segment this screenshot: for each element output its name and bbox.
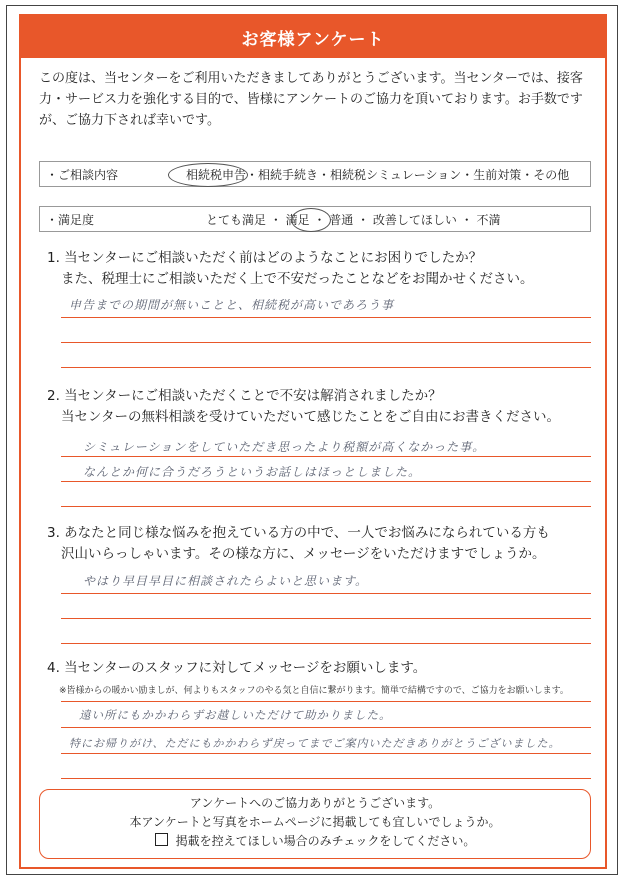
survey-frame: [19, 14, 607, 869]
question-1: [47, 248, 587, 290]
satisfaction-label: ・満足度: [46, 212, 95, 227]
consult-type-options: 相続税申告・相続手続き・相続税シミュレーション・生前対策・その他: [186, 167, 570, 182]
question-3: [47, 523, 587, 565]
answer-line: [61, 727, 591, 728]
answer-line: [61, 778, 591, 779]
answer-line: [61, 456, 591, 457]
question-1-line1: 1. 当センターにご相談いただく前はどのようなことにお困りでしたか？: [47, 250, 483, 266]
question-3-line1: 3. あなたと同じ様な悩みを抱えている方の中で、一人でお悩みになられている方も: [47, 525, 550, 541]
answer-line: [61, 481, 591, 482]
question-4: [47, 658, 587, 679]
consult-selected-circle: [168, 163, 248, 187]
question-3-line2: 沢山いらっしゃいます。その様な方に、メッセージをいただけますでしょうか。: [61, 546, 546, 562]
answer-line: [61, 643, 591, 644]
answer-line: [61, 618, 591, 619]
satisfaction-selected-circle: [291, 208, 331, 232]
question-2: [47, 386, 587, 428]
answer-4-line2: 特にお帰りがけ、ただにもかかわらず戻ってまでご案内いただきありがとうございました。: [69, 737, 561, 750]
answer-line: [61, 342, 591, 343]
intro-text: この度は、当センターをご利用いただきましてありがとうございます。当センターでは、接客力・サービス力を強化する目的で、皆様にアンケートのご協力を頂いております。お手数ですが、ご協力下されば幸いです。: [39, 71, 583, 128]
answer-line: [61, 753, 591, 754]
question-4-line1: 4. 当センターのスタッフに対してメッセージをお願いします。: [47, 660, 427, 676]
checkbox-icon[interactable]: [155, 833, 168, 846]
footer-thanks: アンケートへのご協力ありがとうございます。: [189, 796, 441, 810]
answer-2-line1: シミュレーションをしていただき思ったより税額が高くなかった事。: [83, 440, 486, 454]
footer-consent-question: 本アンケートと写真をホームページに掲載しても宜しいでしょうか。: [129, 815, 501, 829]
question-2-line1: 2. 当センターにご相談いただくことで不安は解消されましたか？: [47, 388, 442, 404]
answer-2-line2: なんとか何に合うだろうというお話しはほっとしました。: [83, 465, 422, 479]
answer-1-line1: 申告までの期間が無いことと、相続税が高いであろう事: [69, 298, 395, 312]
footer-checkbox-row[interactable]: [40, 832, 590, 851]
consult-type-field: [39, 161, 591, 187]
answer-line: [61, 367, 591, 368]
answer-3-line1: やはり早目早目に相談されたらよいと思います。: [83, 574, 369, 588]
question-4-note: ※皆様からの暖かい励ましが、何よりもスタッフのやる気と自信に繋がります。簡単で結構ですので、ご協力をお願いします。: [59, 686, 569, 696]
footer-check-instruction: 掲載を控えてほしい場合のみチェックをしてください。: [175, 834, 476, 848]
survey-title: お客様アンケート: [21, 16, 605, 58]
question-1-line2: また、税理士にご相談いただく上で不安だったことなどをお聞かせください。: [61, 271, 534, 287]
consult-type-label: ・ご相談内容: [46, 167, 119, 182]
answer-line: [61, 701, 591, 702]
satisfaction-options: とても満足 ・ 満足 ・ 普通 ・ 改善してほしい ・ 不満: [206, 212, 501, 227]
answer-4-line1: 遠い所にもかかわらずお越しいただけて助かりました。: [79, 708, 392, 722]
question-2-line2: 当センターの無料相談を受けていただいて感じたことをご自由にお書きください。: [61, 409, 560, 425]
footer-box: [39, 789, 591, 859]
answer-line: [61, 317, 591, 318]
answer-line: [61, 506, 591, 507]
answer-line: [61, 593, 591, 594]
survey-sheet: [6, 5, 618, 875]
